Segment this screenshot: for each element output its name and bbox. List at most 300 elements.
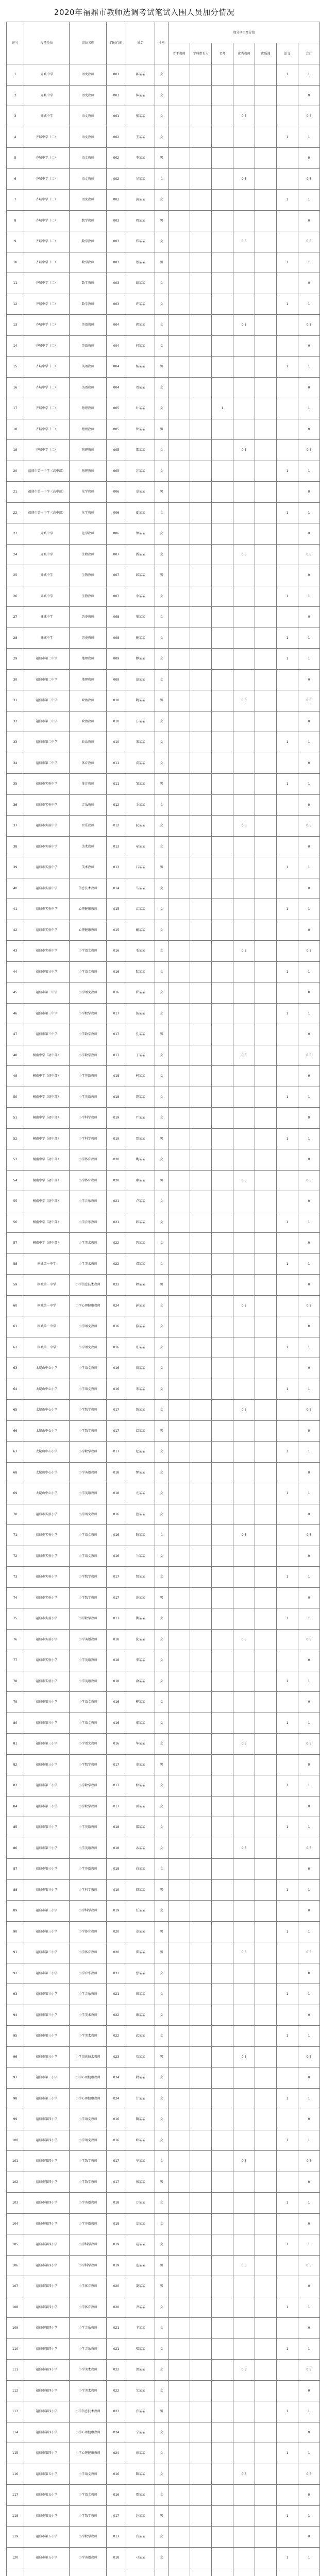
cell-post: 小学美术教师	[70, 2360, 107, 2381]
cell-bonus-quality	[255, 920, 277, 941]
cell-bonus-backbone	[169, 190, 190, 211]
cell-bonus-backbone	[169, 1713, 190, 1734]
cell-sex: 女	[155, 2297, 169, 2318]
cell-post: 小学数学教师	[70, 2505, 107, 2527]
cell-bonus-paper: 1	[277, 586, 298, 607]
cell-bonus-backbone	[169, 148, 190, 169]
cell-bonus-backbone	[169, 1483, 190, 1504]
cell-post: 小学英语教师	[70, 2547, 107, 2568]
cell-post: 语文教师	[70, 127, 107, 148]
cell-bonus-paper: 1	[277, 2401, 298, 2422]
table-row	[7, 1191, 320, 1212]
cell-bonus-total: 0.5	[298, 440, 320, 461]
cell-bonus-total: 0.5	[298, 1734, 320, 1755]
table-row	[7, 2109, 320, 2130]
cell-bonus-backbone	[169, 1108, 190, 1129]
cell-code: 022	[107, 2005, 126, 2026]
cell-seq: 103	[7, 2193, 24, 2214]
cell-bonus-total: 0.5	[298, 1525, 320, 1546]
cell-bonus-famous	[212, 168, 233, 190]
cell-post: 小学美术教师	[70, 1253, 107, 1275]
cell-name: 孔某某	[126, 1024, 155, 1045]
cell-bonus-quality	[255, 148, 277, 169]
cell-sex: 女	[155, 1003, 169, 1024]
cell-bonus-paper: 1	[277, 2297, 298, 2318]
cell-bonus-quality	[255, 2297, 277, 2318]
cell-bonus-quality	[255, 1066, 277, 1087]
cell-bonus-total: 0	[298, 2422, 320, 2443]
cell-bonus-backbone	[169, 1400, 190, 1421]
cell-bonus-backbone	[169, 294, 190, 315]
cell-bonus-excellent	[233, 1483, 255, 1504]
cell-bonus-quality	[255, 1838, 277, 1859]
cell-name: 游某某	[126, 1316, 155, 1337]
cell-bonus-quality	[255, 2046, 277, 2067]
cell-post: 小学英语教师	[70, 1629, 107, 1650]
cell-bonus-total: 0	[298, 2527, 320, 2548]
cell-name: 董某某	[126, 607, 155, 628]
cell-bonus-backbone	[169, 1275, 190, 1296]
cell-post: 小学英语教师	[70, 2213, 107, 2234]
cell-sex: 女	[155, 899, 169, 920]
cell-code: 024	[107, 1295, 126, 1316]
cell-name: 欧某某	[126, 2130, 155, 2151]
cell-seq: 7	[7, 190, 24, 211]
cell-bonus-famous	[212, 1420, 233, 1442]
cell-bonus-paper: 1	[277, 1337, 298, 1358]
cell-bonus-paper	[277, 1191, 298, 1212]
cell-name: 聂某某	[126, 2234, 155, 2256]
cell-bonus-quality	[255, 732, 277, 753]
header-bonus-item: 论文	[277, 43, 298, 64]
cell-seq: 105	[7, 2234, 24, 2256]
table-row	[7, 2255, 320, 2276]
cell-bonus-leader	[190, 607, 212, 628]
cell-code: 018	[107, 2213, 126, 2234]
cell-name: 宁某某	[126, 2422, 155, 2443]
cell-bonus-total: 1	[298, 1713, 320, 1734]
cell-sex: 女	[155, 1859, 169, 1880]
cell-bonus-excellent	[233, 2443, 255, 2464]
cell-school: 福鼎市第四小学	[24, 2318, 70, 2339]
cell-bonus-paper	[277, 794, 298, 816]
cell-bonus-famous	[212, 1525, 233, 1546]
cell-seq: 120	[7, 2547, 24, 2568]
cell-bonus-leader	[190, 920, 212, 941]
table-row	[7, 628, 320, 649]
cell-bonus-paper	[277, 1149, 298, 1171]
table-row	[7, 816, 320, 837]
cell-seq: 54	[7, 1170, 24, 1191]
cell-bonus-backbone	[169, 1984, 190, 2005]
cell-bonus-paper: 1	[277, 1713, 298, 1734]
cell-bonus-backbone	[169, 2443, 190, 2464]
table-row	[7, 2297, 320, 2318]
cell-bonus-excellent	[233, 1984, 255, 2005]
cell-bonus-excellent: 0.5	[233, 315, 255, 336]
cell-bonus-total: 1	[298, 628, 320, 649]
table-row	[7, 1233, 320, 1254]
cell-seq: 41	[7, 899, 24, 920]
cell-sex: 女	[155, 961, 169, 982]
cell-school: 福鼎市第四小学	[24, 2172, 70, 2193]
cell-post: 小学英语教师	[70, 2193, 107, 2214]
cell-bonus-total: 0	[298, 1587, 320, 1608]
cell-name: 施某某	[126, 628, 155, 649]
cell-name: 魏某某	[126, 690, 155, 711]
cell-bonus-famous	[212, 920, 233, 941]
cell-name: 金某某	[126, 794, 155, 816]
cell-bonus-excellent	[233, 1066, 255, 1087]
cell-post: 体育教师	[70, 774, 107, 795]
cell-sex: 女	[155, 1442, 169, 1463]
cell-bonus-excellent	[233, 1087, 255, 1108]
cell-bonus-quality	[255, 2088, 277, 2109]
cell-bonus-backbone	[169, 1504, 190, 1525]
cell-bonus-total: 1	[298, 2505, 320, 2527]
cell-name: 沈某某	[126, 1629, 155, 1650]
table-row	[7, 2318, 320, 2339]
cell-bonus-famous	[212, 836, 233, 857]
cell-sex: 女	[155, 2360, 169, 2381]
cell-post: 小学语文教师	[70, 1379, 107, 1400]
header-bonus-item: 优秀教师	[233, 43, 255, 64]
cell-post: 化学教师	[70, 523, 107, 545]
cell-post: 小学数学教师	[70, 1775, 107, 1797]
cell-bonus-leader	[190, 1921, 212, 1942]
cell-bonus-paper	[277, 419, 298, 440]
cell-school: 福鼎市实验小学	[24, 1504, 70, 1525]
cell-bonus-leader	[190, 1379, 212, 1400]
cell-bonus-paper	[277, 2380, 298, 2401]
cell-seq: 65	[7, 1400, 24, 1421]
cell-code: 017	[107, 1608, 126, 1630]
cell-school: 福鼎市第三小学	[24, 1713, 70, 1734]
cell-seq: 106	[7, 2255, 24, 2276]
cell-bonus-total: 0	[298, 669, 320, 690]
cell-code: 020	[107, 1149, 126, 1171]
cell-code: 017	[107, 1587, 126, 1608]
cell-school: 福鼎市实验中学	[24, 774, 70, 795]
cell-name: 严某某	[126, 1108, 155, 1129]
cell-bonus-paper	[277, 1295, 298, 1316]
cell-code: 016	[107, 961, 126, 982]
cell-bonus-quality	[255, 774, 277, 795]
table-row	[7, 1275, 320, 1296]
cell-code: 014	[107, 878, 126, 899]
cell-code: 018	[107, 2547, 126, 2568]
cell-bonus-paper: 1	[277, 2026, 298, 2047]
table-row	[7, 1170, 320, 1191]
table-row	[7, 544, 320, 565]
cell-seq: 113	[7, 2401, 24, 2422]
cell-code: 001	[107, 85, 126, 106]
cell-bonus-paper	[277, 2255, 298, 2276]
cell-code: 020	[107, 1942, 126, 1963]
cell-bonus-famous	[212, 1275, 233, 1296]
cell-seq: 107	[7, 2276, 24, 2297]
cell-bonus-excellent: 0.5	[233, 1400, 255, 1421]
header-bonus-total: 合计	[298, 43, 320, 64]
cell-bonus-paper	[277, 482, 298, 503]
cell-bonus-excellent	[233, 1024, 255, 1045]
cell-bonus-backbone	[169, 899, 190, 920]
cell-name: 陈某某	[126, 64, 155, 86]
cell-bonus-paper: 1	[277, 1984, 298, 2005]
cell-school: 福鼎市第三小学	[24, 1942, 70, 1963]
cell-bonus-famous	[212, 878, 233, 899]
cell-bonus-excellent	[233, 1692, 255, 1713]
cell-name: 叶某某	[126, 398, 155, 419]
cell-post: 小学体育教师	[70, 2276, 107, 2297]
cell-sex: 女	[155, 1233, 169, 1254]
cell-bonus-quality	[255, 190, 277, 211]
cell-sex: 男	[155, 1921, 169, 1942]
cell-sex: 女	[155, 1108, 169, 1129]
cell-name: 夏某某	[126, 502, 155, 523]
cell-school: 福鼎市第五小学	[24, 2485, 70, 2506]
cell-bonus-quality	[255, 1295, 277, 1316]
cell-school: 福鼎市第三小学	[24, 1984, 70, 2005]
cell-bonus-famous	[212, 1170, 233, 1191]
cell-school: 福鼎市第二中学	[24, 690, 70, 711]
cell-bonus-leader	[190, 2568, 212, 2576]
cell-name: 詹某某	[126, 1400, 155, 1421]
cell-bonus-backbone	[169, 1233, 190, 1254]
cell-post: 地理教师	[70, 669, 107, 690]
cell-bonus-famous	[212, 628, 233, 649]
cell-bonus-paper: 1	[277, 294, 298, 315]
cell-bonus-famous	[212, 1984, 233, 2005]
cell-name: 袁某某	[126, 753, 155, 774]
cell-bonus-famous	[212, 961, 233, 982]
cell-bonus-famous	[212, 816, 233, 837]
table-row	[7, 1066, 320, 1087]
cell-post: 小学语文教师	[70, 2485, 107, 2506]
cell-bonus-excellent	[233, 1608, 255, 1630]
cell-bonus-paper: 1	[277, 1671, 298, 1692]
cell-bonus-paper	[277, 85, 298, 106]
cell-bonus-paper: 1	[277, 649, 298, 670]
cell-sex: 女	[155, 1066, 169, 1087]
cell-sex: 女	[155, 127, 169, 148]
cell-bonus-backbone	[169, 1901, 190, 1922]
cell-bonus-total: 1	[298, 1483, 320, 1504]
cell-bonus-leader	[190, 1504, 212, 1525]
table-row	[7, 941, 320, 962]
cell-bonus-excellent	[233, 2172, 255, 2193]
cell-post: 物理教师	[70, 398, 107, 419]
cell-bonus-total: 0	[298, 2276, 320, 2297]
cell-bonus-paper: 1	[277, 2088, 298, 2109]
cell-bonus-paper: 1	[277, 64, 298, 86]
cell-bonus-backbone	[169, 1796, 190, 1817]
cell-post: 小学数学教师	[70, 2172, 107, 2193]
cell-bonus-famous	[212, 711, 233, 732]
cell-post: 语文教师	[70, 85, 107, 106]
cell-bonus-total: 0.5	[298, 1838, 320, 1859]
cell-post: 地理教师	[70, 649, 107, 670]
cell-bonus-paper: 1	[277, 961, 298, 982]
cell-bonus-paper	[277, 1316, 298, 1337]
cell-name: 石某某	[126, 857, 155, 878]
cell-bonus-quality	[255, 64, 277, 86]
cell-bonus-leader	[190, 1879, 212, 1901]
cell-bonus-excellent	[233, 2297, 255, 2318]
table-row	[7, 732, 320, 753]
cell-name: 邱某某	[126, 565, 155, 586]
cell-bonus-paper: 1	[277, 857, 298, 878]
cell-post: 小学心理健康教师	[70, 2422, 107, 2443]
cell-school: 太姥山中心小学	[24, 1358, 70, 1379]
cell-seq: 8	[7, 210, 24, 231]
cell-bonus-quality	[255, 982, 277, 1004]
cell-code: 022	[107, 2380, 126, 2401]
cell-bonus-leader	[190, 85, 212, 106]
cell-bonus-backbone	[169, 878, 190, 899]
cell-post: 小学美术教师	[70, 2026, 107, 2047]
cell-seq: 33	[7, 732, 24, 753]
cell-bonus-quality	[255, 398, 277, 419]
table-row	[7, 2505, 320, 2527]
cell-bonus-leader	[190, 669, 212, 690]
cell-bonus-paper: 1	[277, 774, 298, 795]
cell-sex: 女	[155, 440, 169, 461]
cell-code: 007	[107, 586, 126, 607]
cell-bonus-excellent: 0.5	[233, 816, 255, 837]
cell-bonus-backbone	[169, 2193, 190, 2214]
cell-bonus-quality	[255, 586, 277, 607]
cell-bonus-famous	[212, 1337, 233, 1358]
cell-code: 016	[107, 1379, 126, 1400]
cell-bonus-leader	[190, 1066, 212, 1087]
cell-bonus-backbone	[169, 1754, 190, 1775]
table-row	[7, 586, 320, 607]
cell-bonus-excellent	[233, 1212, 255, 1233]
cell-bonus-famous	[212, 482, 233, 503]
table-row	[7, 607, 320, 628]
cell-code: 021	[107, 2338, 126, 2360]
cell-bonus-famous	[212, 2547, 233, 2568]
cell-code	[107, 2568, 126, 2576]
table-row	[7, 2067, 320, 2089]
cell-post: 小学数学教师	[70, 1045, 107, 1066]
cell-bonus-backbone	[169, 607, 190, 628]
cell-code: 016	[107, 2130, 126, 2151]
cell-code: 018	[107, 2193, 126, 2214]
cell-school: 齐城中学	[24, 607, 70, 628]
cell-bonus-leader	[190, 1191, 212, 1212]
cell-bonus-backbone	[169, 2547, 190, 2568]
cell-bonus-excellent	[233, 2276, 255, 2297]
cell-bonus-quality	[255, 2485, 277, 2506]
cell-post: 数学教师	[70, 294, 107, 315]
cell-sex: 女	[155, 586, 169, 607]
cell-bonus-quality	[255, 857, 277, 878]
cell-name: 任某某	[126, 1901, 155, 1922]
cell-sex: 女	[155, 544, 169, 565]
cell-sex: 男	[155, 2172, 169, 2193]
cell-bonus-total: 0	[298, 1859, 320, 1880]
cell-school: 福鼎市实验小学	[24, 1587, 70, 1608]
cell-bonus-famous	[212, 1191, 233, 1212]
cell-post: 小学数学教师	[70, 1587, 107, 1608]
cell-bonus-paper	[277, 1963, 298, 1984]
cell-code: 003	[107, 210, 126, 231]
cell-bonus-backbone	[169, 357, 190, 378]
table-row	[7, 1546, 320, 1567]
cell-bonus-excellent	[233, 1253, 255, 1275]
table-row	[7, 523, 320, 545]
cell-code: 016	[107, 1734, 126, 1755]
cell-name: 池某某	[126, 1587, 155, 1608]
cell-sex: 女	[155, 878, 169, 899]
cell-bonus-leader	[190, 1942, 212, 1963]
cell-seq: 43	[7, 941, 24, 962]
cell-code: 018	[107, 1859, 126, 1880]
cell-name: 方某某	[126, 711, 155, 732]
cell-bonus-famous	[212, 127, 233, 148]
table-row	[7, 2172, 320, 2193]
cell-bonus-paper: 1	[277, 1253, 298, 1275]
cell-bonus-famous	[212, 2026, 233, 2047]
cell-bonus-leader	[190, 732, 212, 753]
cell-code: 018	[107, 1838, 126, 1859]
cell-seq: 63	[7, 1358, 24, 1379]
cell-seq: 26	[7, 586, 24, 607]
cell-bonus-paper	[277, 544, 298, 565]
cell-bonus-excellent: 0.5	[233, 2046, 255, 2067]
cell-name: 康某某	[126, 2005, 155, 2026]
cell-post: 小学语文教师	[70, 2464, 107, 2485]
cell-bonus-quality	[255, 1525, 277, 1546]
cell-seq: 53	[7, 1149, 24, 1171]
cell-code: 017	[107, 1775, 126, 1797]
cell-school: 福鼎市第五小学	[24, 2464, 70, 2485]
cell-sex: 女	[155, 2151, 169, 2172]
cell-bonus-total: 0	[298, 2172, 320, 2193]
cell-bonus-excellent	[233, 2422, 255, 2443]
cell-bonus-quality	[255, 315, 277, 336]
cell-bonus-famous	[212, 1587, 233, 1608]
cell-name: 丁某某	[126, 1045, 155, 1066]
cell-bonus-quality	[255, 1587, 277, 1608]
cell-bonus-excellent: 0.5	[233, 1942, 255, 1963]
cell-bonus-leader	[190, 1754, 212, 1775]
cell-bonus-paper	[277, 398, 298, 419]
cell-bonus-excellent	[233, 1275, 255, 1296]
cell-bonus-paper	[277, 1587, 298, 1608]
cell-school: 福鼎市第二中学	[24, 753, 70, 774]
cell-post: 音乐教师	[70, 816, 107, 837]
cell-code: 020	[107, 1921, 126, 1942]
cell-bonus-famous	[212, 1879, 233, 1901]
cell-seq: 27	[7, 607, 24, 628]
table-row	[7, 1400, 320, 1421]
table-row	[7, 1734, 320, 1755]
cell-bonus-famous	[212, 106, 233, 127]
cell-sex: 女	[155, 64, 169, 86]
cell-bonus-excellent	[233, 273, 255, 294]
cell-bonus-total: 0	[298, 1546, 320, 1567]
cell-bonus-leader	[190, 1087, 212, 1108]
cell-bonus-excellent	[233, 2401, 255, 2422]
cell-bonus-leader	[190, 2276, 212, 2297]
cell-seq: 34	[7, 753, 24, 774]
cell-seq: 93	[7, 1984, 24, 2005]
cell-name: 靳某某	[126, 2464, 155, 2485]
cell-sex: 女	[155, 1650, 169, 1671]
